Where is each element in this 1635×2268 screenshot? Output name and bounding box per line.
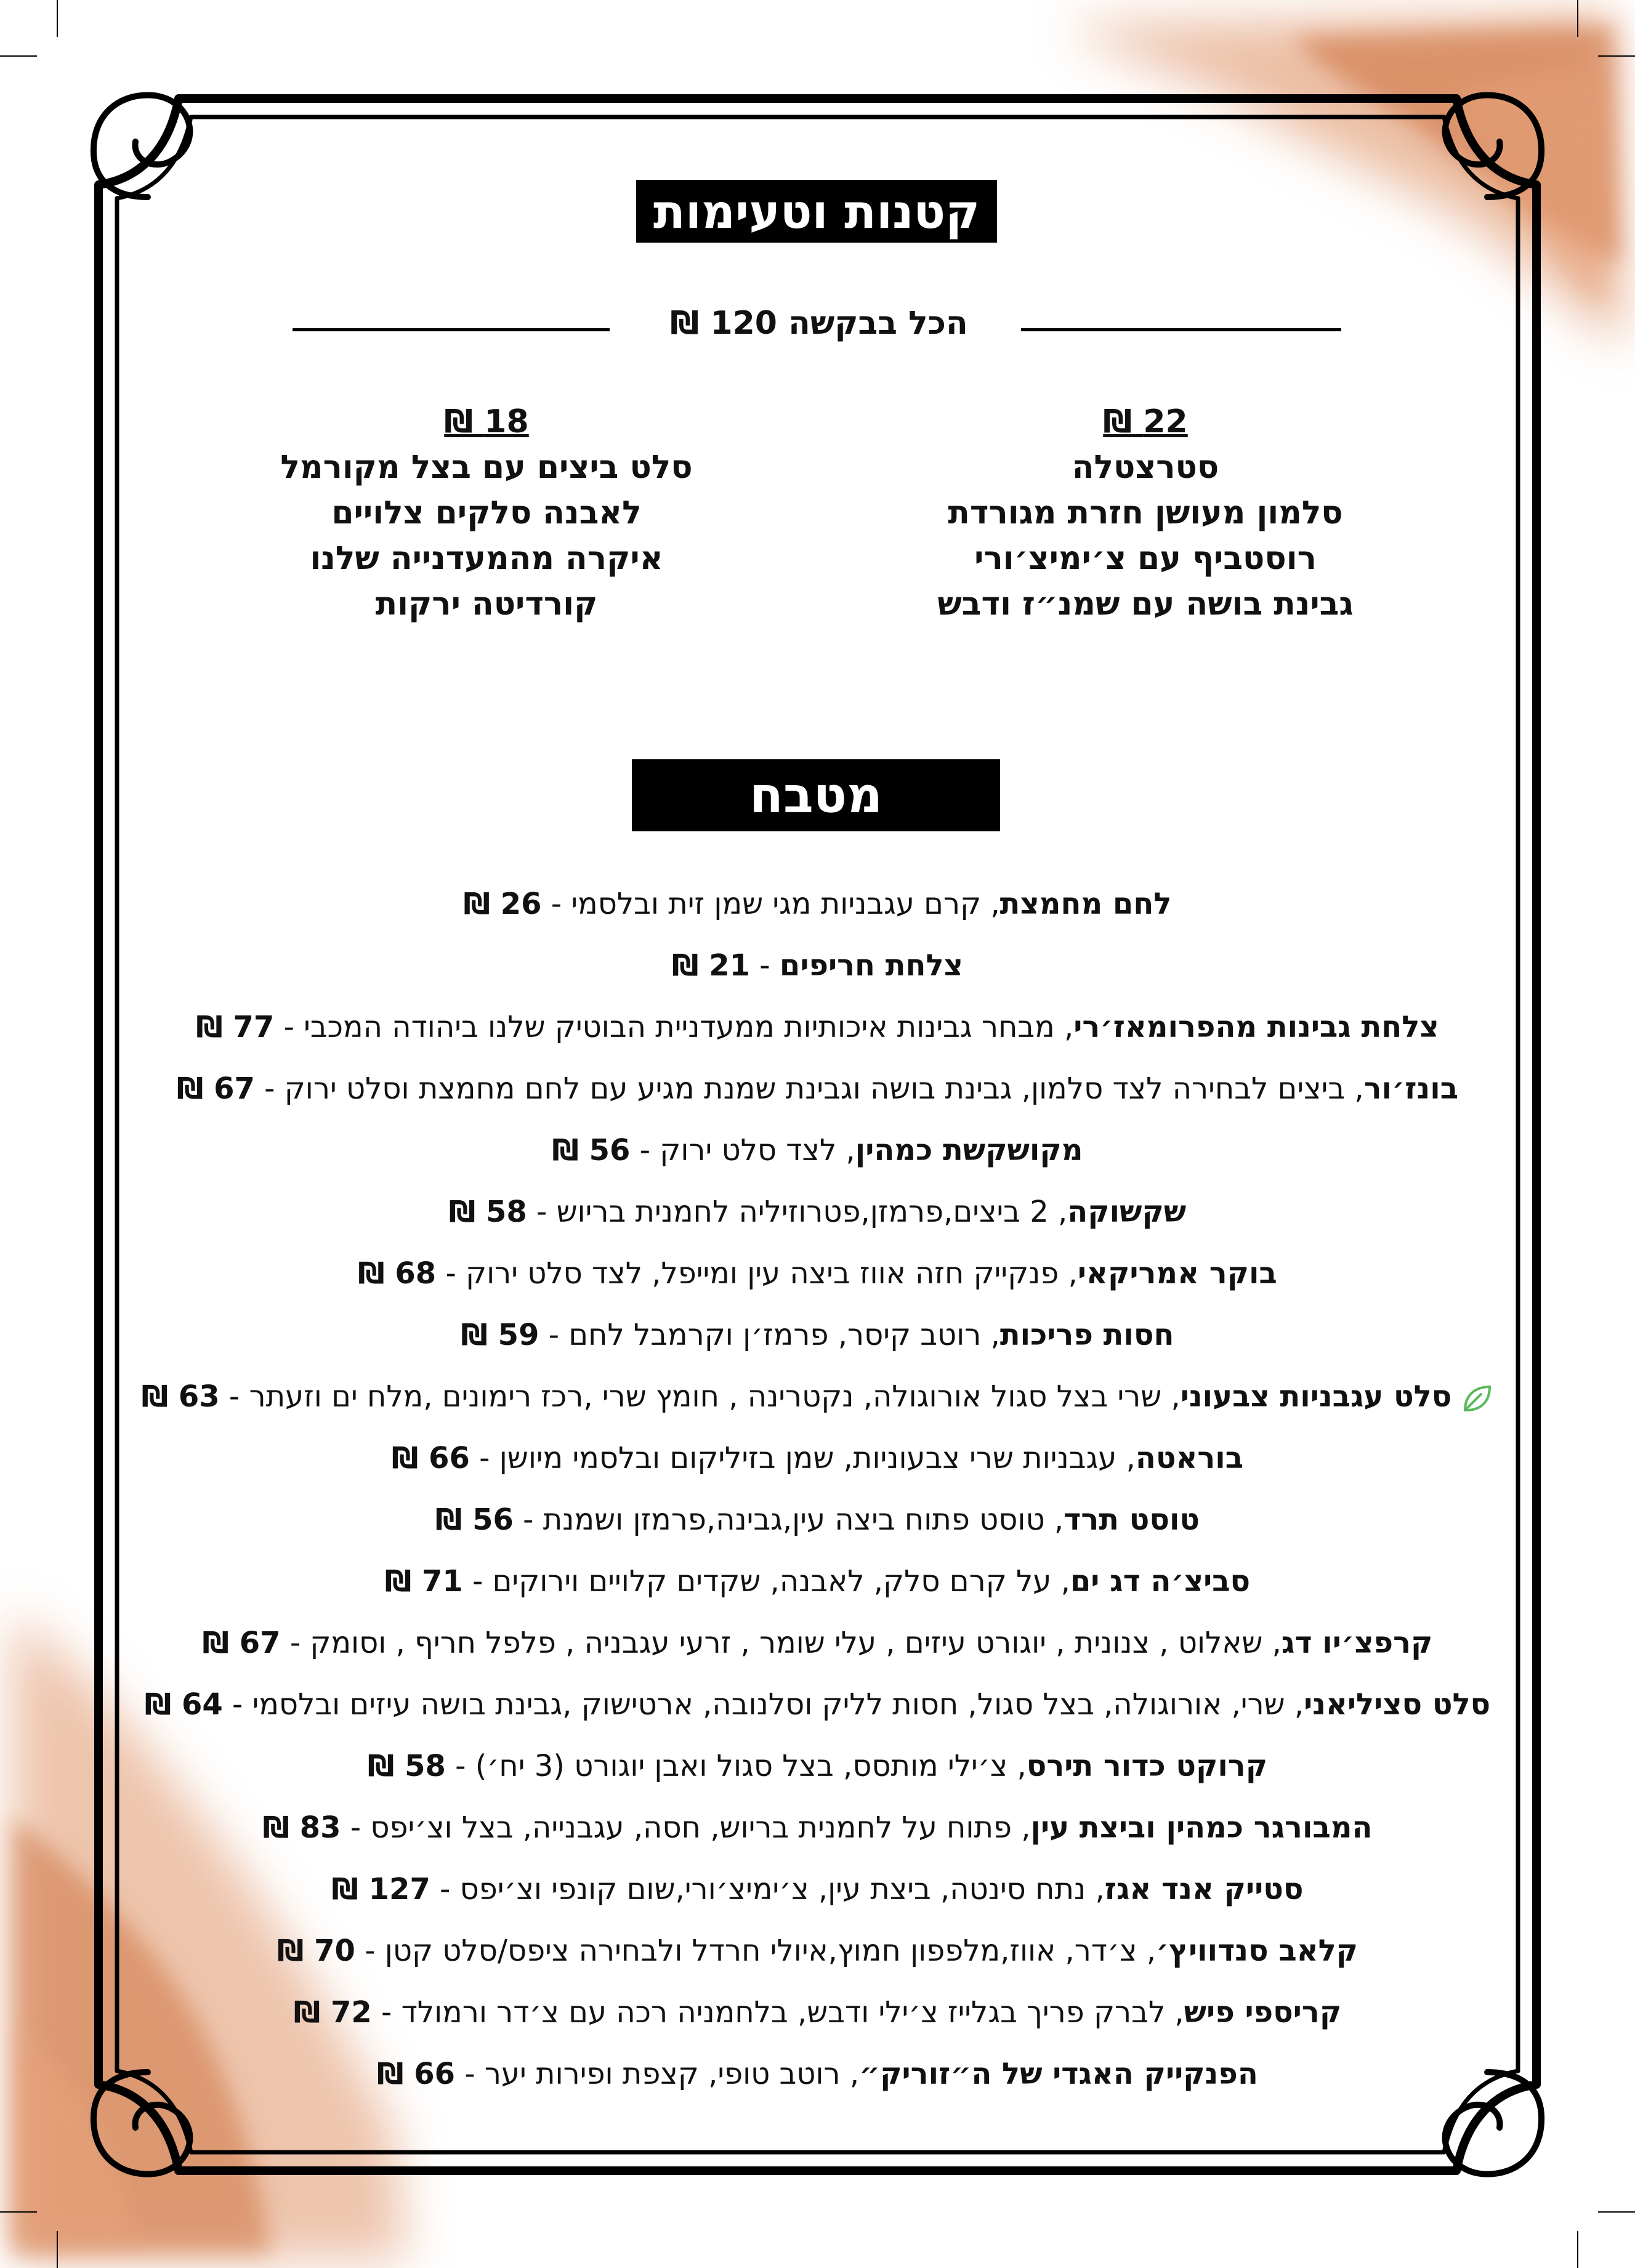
menu-item-description: , לצד סלט ירוק - (630, 1133, 855, 1168)
leaf-icon (1460, 1382, 1493, 1415)
menu-item-name: סלט סציליאני (1304, 1687, 1491, 1722)
section-title-small-plates: קטנות וטעימות (636, 180, 997, 243)
menu-item-price: 127 ₪ (331, 1872, 430, 1907)
menu-item-name: סביצ׳ה דג ים (1070, 1564, 1251, 1599)
menu-item-price: 66 ₪ (377, 2057, 456, 2091)
menu-item-name: בוקר אמריקאי (1077, 1256, 1277, 1291)
menu-item (0, 1058, 1635, 1120)
menu-item-name: חסות פריכות (999, 1318, 1174, 1352)
menu-item (0, 1797, 1635, 1858)
menu-item (0, 935, 1635, 996)
menu-item-price: 21 ₪ (672, 948, 751, 983)
menu-item-price: 64 ₪ (144, 1687, 223, 1722)
menu-item-description: , נתח סינטה, ביצת עין, צ׳ימיצ׳ורי,שום קונפי וצ׳יפס - (430, 1872, 1105, 1907)
section-title-kitchen: מטבח (632, 759, 1000, 831)
menu-item-price: 66 ₪ (391, 1441, 470, 1475)
menu-item-price: 63 ₪ (141, 1379, 220, 1414)
menu-item-description: , צ׳דר, אווז,מלפפון חמוץ,איולי חרדל ולבחירה ציפס/סלט קטן - (355, 1934, 1156, 1968)
menu-item (0, 1920, 1635, 1982)
menu-item-price: 59 ₪ (461, 1318, 539, 1352)
menu-item (0, 873, 1635, 935)
menu-item-price: 58 ₪ (367, 1749, 446, 1783)
menu-item (0, 1366, 1635, 1427)
menu-item-name: קרוקט כדור תירס (1026, 1749, 1268, 1783)
menu-item-name: סלט עגבניות צבעוני (1180, 1379, 1452, 1414)
divider-line-right (1021, 328, 1341, 331)
menu-item-price: 26 ₪ (463, 887, 542, 921)
menu-item (0, 2043, 1635, 2105)
menu-item-name: טוסט תרד (1064, 1503, 1200, 1537)
menu-item-name: מקושקשת כמהין (855, 1133, 1083, 1168)
menu-item (0, 1735, 1635, 1797)
menu-item (0, 1982, 1635, 2043)
small-plate-item: לאבנה סלקים צלויים (331, 494, 642, 531)
menu-item-name: הפנקייק האגדי של ה״זוריק״ (859, 2057, 1258, 2091)
menu-item-price: 71 ₪ (384, 1564, 463, 1599)
menu-item-description: , רוטב קיסר, פרמז׳ן וקרמבל לחם - (539, 1318, 1000, 1352)
menu-item (0, 1120, 1635, 1181)
menu-item (0, 1489, 1635, 1551)
small-plates-column-left (216, 399, 757, 627)
menu-item-price: 67 ₪ (202, 1626, 281, 1660)
menu-item (0, 1674, 1635, 1735)
menu-item-price: 56 ₪ (552, 1133, 631, 1168)
menu-item-name: המבורגר כמהין וביצת עין (1030, 1810, 1373, 1845)
menu-item-description: , פנקייק חזה אווז ביצה עין ומייפל, לצד סלט ירוק - (436, 1256, 1078, 1291)
menu-item (0, 996, 1635, 1058)
menu-item-description: , ביצים לבחירה לצד סלמון, גבינת בושה וגבינת שמנת מגיע עם לחם מחמצת וסלט ירוק - (254, 1071, 1364, 1106)
menu-item-description: , רוטב טופי, קצפת ופירות יער - (455, 2057, 860, 2091)
menu-item-price: 72 ₪ (293, 1995, 372, 2030)
small-plate-item: סלמון מעושן חזרת מגורדת (948, 494, 1343, 531)
menu-item-name: בונז׳ור (1363, 1071, 1458, 1106)
kitchen-menu-list (0, 873, 1635, 2105)
menu-item-description: , עגבניות שרי צבעוניות, שמן בזיליקום ובלסמי מיושן - (469, 1441, 1136, 1475)
menu-item-price: 67 ₪ (176, 1071, 255, 1106)
menu-item-description: , שרי בצל סגול אורוגולה, נקטרינה , חומץ שרי ,רכז רימונים ,מלח ים וזעתר - (219, 1379, 1181, 1414)
menu-item-name: לחם מחמצת (999, 887, 1172, 921)
menu-item (0, 1612, 1635, 1674)
menu-item-name: שקשוקה (1067, 1195, 1187, 1229)
menu-item-description: , טוסט פתוח ביצה עין,גבינה,פרמזן ושמנת - (513, 1503, 1064, 1537)
small-plate-item: סטרצטלה (1072, 449, 1219, 486)
menu-item-price: 77 ₪ (196, 1010, 275, 1044)
small-plate-item: גבינת בושה עם שמנ״ז ודבש (937, 586, 1354, 623)
column-price: 18 ₪ (444, 403, 529, 440)
menu-item-price: 83 ₪ (262, 1810, 341, 1845)
menu-item-description: , שאלוט , צנונית , יוגורט עיזים , עלי שומר , זרעי עגבניה , פלפל חריף , וסומק - (280, 1626, 1282, 1660)
small-plate-item: סלט ביצים עם בצל מקורמל (280, 449, 693, 486)
menu-item (0, 1551, 1635, 1612)
menu-item-name: צלחת גבינות מהפרומאז׳רי (1073, 1010, 1439, 1044)
menu-item-price: 70 ₪ (277, 1934, 355, 1968)
menu-item-description: , לברק פריך בגלייז צ׳ילי ודבש, בלחמניה רכה עם צ׳דר ורמולד - (371, 1995, 1184, 2030)
menu-item-name: קלאב סנדוויץ׳ (1155, 1934, 1358, 1968)
small-plate-item: קורדיטה ירקות (375, 586, 598, 623)
menu-item (0, 1858, 1635, 1920)
menu-item-name: סטייק אנד אגז (1104, 1872, 1304, 1907)
menu-item-name: קריספי פיש (1184, 1995, 1342, 2030)
menu-item (0, 1243, 1635, 1304)
menu-item (0, 1427, 1635, 1489)
menu-item-description: , פתוח על לחמנית בריוש, חסה, עגבנייה, בצל וצ׳יפס - (341, 1810, 1031, 1845)
small-plate-item: רוסטביף עם צ׳ימיצ׳ורי (974, 540, 1317, 577)
divider-line-left (293, 328, 610, 331)
menu-item-price: 68 ₪ (358, 1256, 437, 1291)
all-items-price: הכל בבקשה 120 ₪ (670, 305, 968, 342)
menu-item-description: , צ׳ילי מותסס, בצל סגול ואבן יוגורט (3 יח׳) - (445, 1749, 1027, 1783)
menu-item-description: , שרי, אורוגולה, בצל סגול, חסות לליק וסלנובה, ארטישוק ,גבינת בושה עיזים ובלסמי - (222, 1687, 1304, 1722)
menu-item-description: , מבחר גבינות איכותיות ממעדניית הבוטיק שלנו ביהודה המכבי - (274, 1010, 1074, 1044)
column-price: 22 ₪ (1103, 403, 1188, 440)
menu-item-price: 56 ₪ (435, 1503, 514, 1537)
menu-item-description: , על קרם סלק, לאבנה, שקדים קלויים וירוקים - (462, 1564, 1070, 1599)
menu-item-price: 58 ₪ (448, 1195, 527, 1229)
menu-item-name: קרפצ׳יו דג (1281, 1626, 1433, 1660)
menu-item (0, 1304, 1635, 1366)
menu-item-description: , קרם עגבניות מגי שמן זית ובלסמי - (541, 887, 1000, 921)
menu-item (0, 1181, 1635, 1243)
small-plate-item: איקרה מהמעדנייה שלנו (310, 540, 663, 577)
small-plates-column-right (874, 399, 1416, 627)
menu-item-name: בוראטה (1135, 1441, 1244, 1475)
menu-item-description: , 2 ביצים,פרמזן,פטרוזיליה לחמנית בריוש - (527, 1195, 1068, 1229)
menu-item-description: - (750, 948, 780, 983)
menu-item-name: צלחת חריפים (779, 948, 963, 983)
